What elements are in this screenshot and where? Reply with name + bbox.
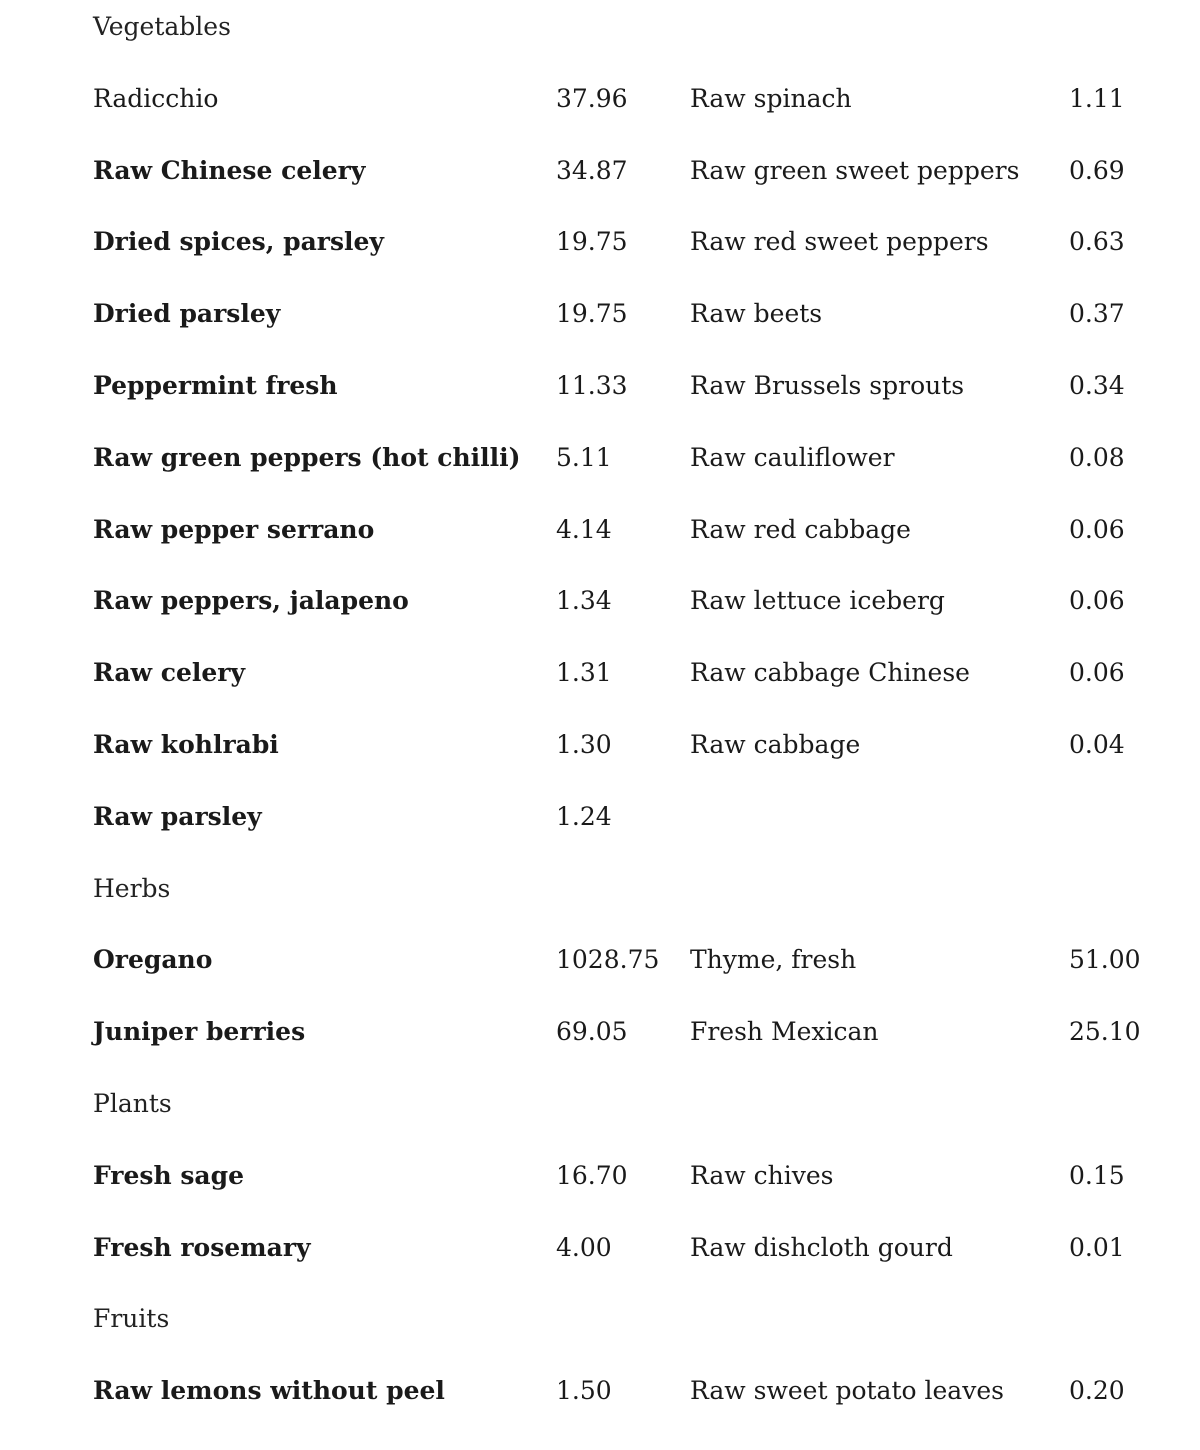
section-header-row xyxy=(0,1306,1200,1378)
left-item-value: 16.70 xyxy=(556,1160,628,1190)
left-item-name: Raw lemons without peel xyxy=(93,1376,445,1406)
section-title: Fruits xyxy=(93,1304,170,1334)
left-item-name: Juniper berries xyxy=(93,1017,306,1047)
left-item-value: 1.31 xyxy=(556,658,612,688)
table-row xyxy=(0,947,1200,1019)
right-item-name: Raw Brussels sprouts xyxy=(690,371,965,400)
right-item-value: 0.06 xyxy=(1069,514,1125,544)
left-item-value: 1.34 xyxy=(556,586,612,616)
left-item-name: Raw peppers, jalapeno xyxy=(93,586,409,616)
table-row xyxy=(0,514,1200,589)
left-item-name: Raw Chinese celery xyxy=(93,155,366,185)
right-item-name: Raw cabbage Chinese xyxy=(690,658,970,688)
left-item-name: Oregano xyxy=(93,945,213,975)
left-item-value: 5.11 xyxy=(556,442,612,472)
left-item-name: Raw green peppers (hot chilli) xyxy=(93,442,521,472)
right-item-value: 51.00 xyxy=(1069,945,1141,975)
table-row xyxy=(0,83,1200,158)
right-item-name: Raw red cabbage xyxy=(690,514,911,544)
right-item-value: 0.15 xyxy=(1069,1160,1125,1190)
right-item-name: Raw chives xyxy=(690,1160,834,1190)
table-row xyxy=(0,1019,1200,1091)
left-item-value: 4.14 xyxy=(556,514,612,544)
right-item-value: 0.20 xyxy=(1069,1376,1125,1406)
section-title: Plants xyxy=(93,1089,172,1118)
right-item-value: 0.01 xyxy=(1069,1232,1125,1262)
left-item-value: 19.75 xyxy=(556,227,628,257)
section-title: Vegetables xyxy=(93,12,231,41)
section-header-row xyxy=(0,1091,1200,1163)
left-item-name: Raw pepper serrano xyxy=(93,514,375,544)
right-item-name: Thyme, fresh xyxy=(690,945,857,975)
table-row xyxy=(0,442,1200,517)
table-row xyxy=(0,801,1200,876)
right-item-name: Raw cabbage xyxy=(690,730,861,759)
table-row xyxy=(0,373,1200,445)
left-item-value: 19.75 xyxy=(556,299,628,329)
left-item-name: Dried parsley xyxy=(93,299,281,329)
right-item-value: 1.11 xyxy=(1069,83,1125,113)
left-item-name: Fresh sage xyxy=(93,1160,245,1190)
left-item-value: 1.30 xyxy=(556,730,612,759)
table-row xyxy=(0,155,1200,230)
right-item-value: 0.06 xyxy=(1069,658,1125,688)
left-item-value: 69.05 xyxy=(556,1017,628,1047)
table-row xyxy=(0,732,1200,804)
right-item-value: 0.69 xyxy=(1069,155,1125,185)
left-item-name: Radicchio xyxy=(93,83,219,113)
left-item-name: Raw kohlrabi xyxy=(93,730,279,759)
left-item-value: 37.96 xyxy=(556,83,628,113)
right-item-name: Raw cauliflower xyxy=(690,442,895,472)
right-item-value: 0.34 xyxy=(1069,371,1125,400)
right-item-name: Raw sweet potato leaves xyxy=(690,1376,1004,1406)
right-item-name: Raw lettuce iceberg xyxy=(690,586,945,616)
right-item-value: 0.08 xyxy=(1069,442,1125,472)
table-row xyxy=(0,1160,1200,1235)
right-item-value: 0.37 xyxy=(1069,299,1125,329)
left-item-name: Fresh rosemary xyxy=(93,1232,311,1262)
section-title: Herbs xyxy=(93,873,171,903)
right-item-name: Fresh Mexican xyxy=(690,1017,879,1047)
left-item-value: 1.50 xyxy=(556,1376,612,1406)
section-header-row xyxy=(0,873,1200,948)
left-item-value: 34.87 xyxy=(556,155,628,185)
left-item-name: Raw parsley xyxy=(93,801,262,831)
right-item-name: Raw dishcloth gourd xyxy=(690,1232,953,1262)
right-item-value: 0.04 xyxy=(1069,730,1125,759)
right-item-name: Raw red sweet peppers xyxy=(690,227,989,257)
right-item-value: 0.63 xyxy=(1069,227,1125,257)
table-row xyxy=(0,660,1200,732)
left-item-value: 1028.75 xyxy=(556,945,660,975)
table-row xyxy=(0,1232,1200,1307)
right-item-name: Raw beets xyxy=(690,299,823,329)
left-item-name: Raw celery xyxy=(93,658,246,688)
left-item-value: 4.00 xyxy=(556,1232,612,1262)
right-item-value: 0.06 xyxy=(1069,586,1125,616)
left-item-name: Peppermint fresh xyxy=(93,371,338,400)
right-item-name: Raw spinach xyxy=(690,83,852,113)
left-item-value: 11.33 xyxy=(556,371,628,400)
right-item-name: Raw green sweet peppers xyxy=(690,155,1020,185)
table-row xyxy=(0,1378,1200,1450)
left-item-name: Dried spices, parsley xyxy=(93,227,384,257)
table-row xyxy=(0,588,1200,660)
left-item-value: 1.24 xyxy=(556,801,612,831)
right-item-value: 25.10 xyxy=(1069,1017,1141,1047)
table-row xyxy=(0,301,1200,373)
table-row xyxy=(0,229,1200,301)
